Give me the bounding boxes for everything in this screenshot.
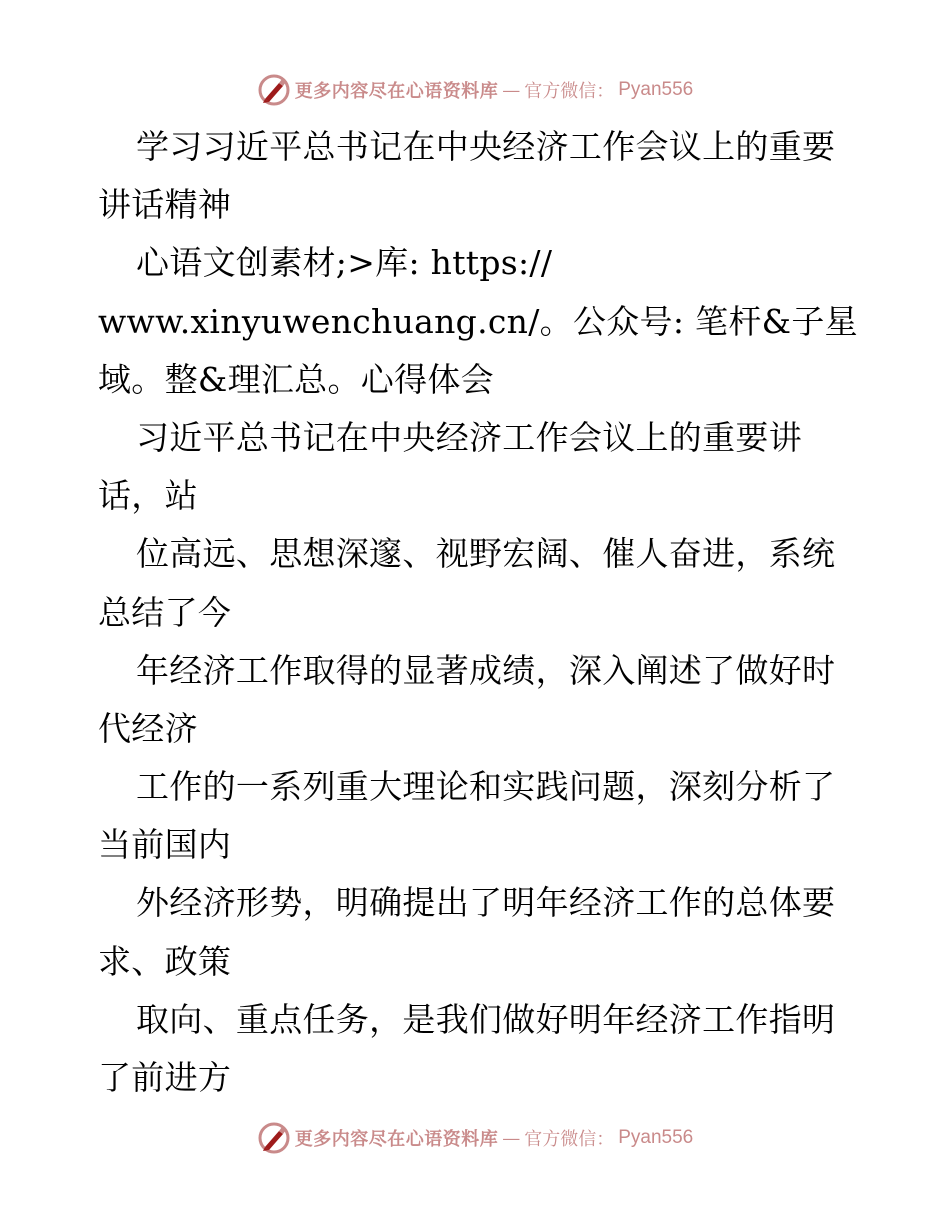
text-line: 话，站 <box>98 476 198 516</box>
watermark-separator: — <box>502 1127 521 1149</box>
watermark-separator: — <box>502 79 521 101</box>
pen-logo-icon <box>257 73 291 107</box>
text-line: 当前国内 <box>98 825 232 865</box>
text-line: 了前进方 <box>98 1058 232 1097</box>
text-line: 位高远、思想深邃、视野宏阔、催人奋进，系统 <box>136 534 836 574</box>
header-watermark <box>0 70 950 110</box>
document-body <box>98 118 858 1107</box>
watermark-wechat-id: Pyan556 <box>618 79 694 100</box>
text-line: 年经济工作取得的显著成绩，深入阐述了做好时 <box>136 650 836 690</box>
watermark-main-text: 更多内容尽在心语资料库 <box>294 1129 499 1150</box>
watermark-wechat-id: Pyan556 <box>618 1127 694 1148</box>
footer-watermark <box>0 1118 950 1158</box>
text-line: 学习习近平总书记在中央经济工作会议上的重要 <box>136 127 836 166</box>
text-line: 求、政策 <box>98 941 232 981</box>
text-line: 心语文创素材;>库: https:// <box>136 243 553 283</box>
pen-logo-icon <box>257 1121 291 1155</box>
text-line: www.xinyuwenchuang.cn/。公众号: 笔杆&子星 <box>98 301 858 341</box>
text-line: 讲话精神 <box>98 185 232 225</box>
watermark-wechat-label: 官方微信： <box>524 81 615 102</box>
text-line: 习近平总书记在中央经济工作会议上的重要讲 <box>136 417 802 457</box>
text-line: 外经济形势，明确提出了明年经济工作的总体要 <box>136 883 836 923</box>
text-line: 工作的一系列重大理论和实践问题，深刻分析了 <box>136 767 836 807</box>
text-line: 总结了今 <box>98 592 232 632</box>
watermark-wechat-label: 官方微信： <box>524 1129 615 1150</box>
text-line: 域。整&理汇总。心得体会 <box>98 359 494 399</box>
text-line: 代经济 <box>98 708 198 748</box>
text-line: 取向、重点任务，是我们做好明年经济工作指明 <box>136 999 836 1039</box>
watermark-main-text: 更多内容尽在心语资料库 <box>294 81 499 102</box>
